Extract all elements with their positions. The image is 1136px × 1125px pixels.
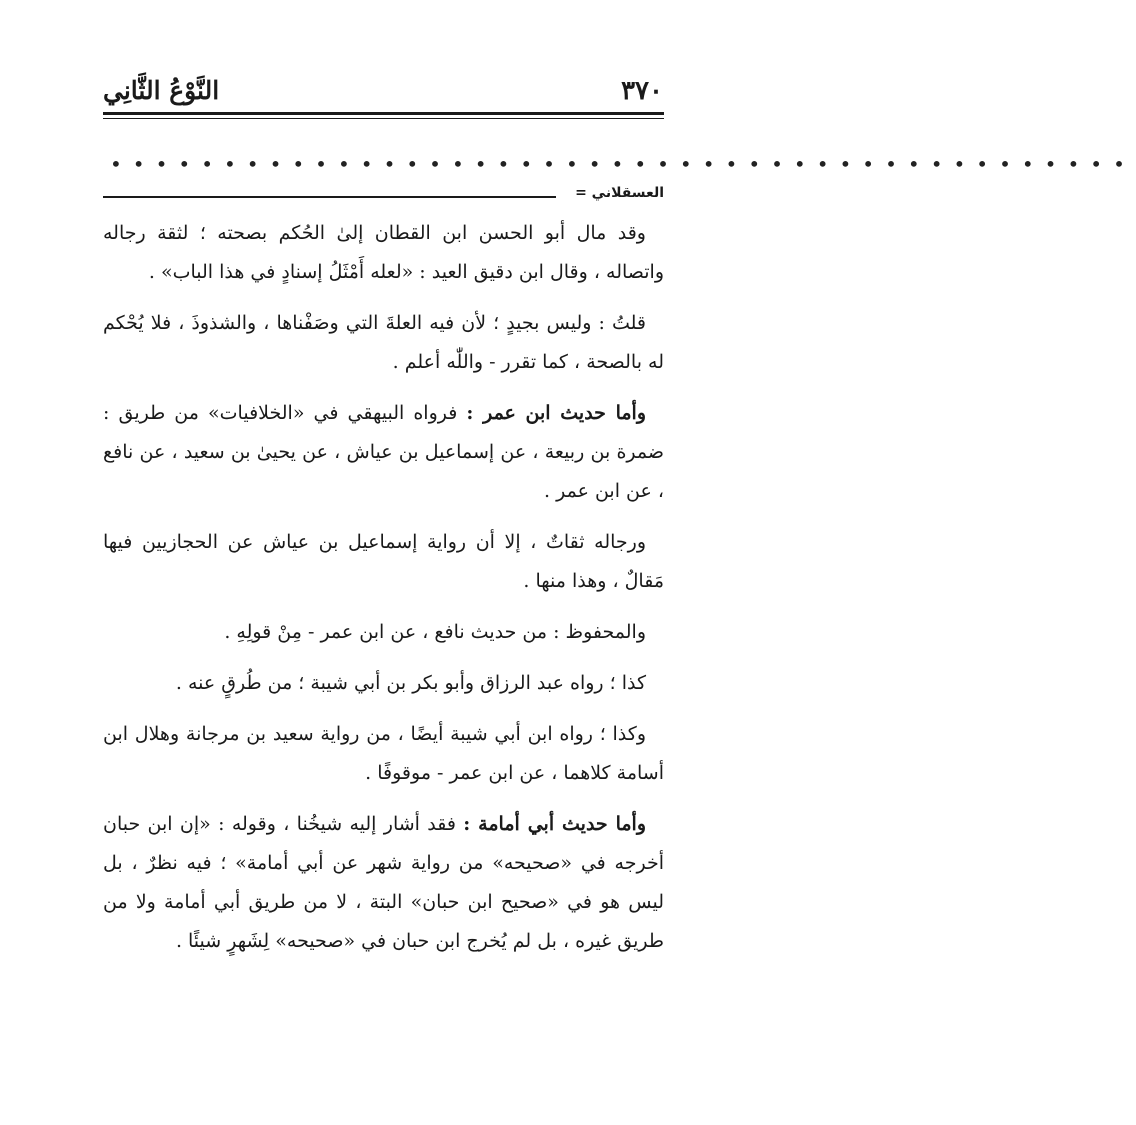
header-rule-thin xyxy=(103,118,664,119)
page-header xyxy=(103,70,663,110)
paragraph xyxy=(103,715,664,793)
running-title: النَّوْعُ الثَّانِي xyxy=(103,76,220,105)
paragraph xyxy=(103,394,664,511)
paragraph-text: والمحفوظ : من حديث نافع ، عن ابن عمر - مِنْ قولِهِ . xyxy=(224,621,646,643)
paragraph-text: فقد أشار إليه شيخُنا ، وقوله : «إن ابن حبان أخرجه في «صحيحه» من رواية شهر عن أبي أمامة» ؛ فيه نظرٌ ، بل ليس هو في «صحيح ابن حبان» البتة ، لا من طريق أبي أمامة ولا من طريق غيره ، بل لم يُخرج ابن حبان في «صحيحه» لِشَهرٍ شيئًا . xyxy=(103,813,664,952)
paragraph xyxy=(103,664,664,703)
paragraph-lead: وأما حديث ابن عمر : xyxy=(466,402,646,424)
paragraph-text: ورجاله ثقاتٌ ، إلا أن رواية إسماعيل بن عياش عن الحجازيين فيها مَقالٌ ، وهذا منها . xyxy=(103,531,664,592)
paragraph-text: وكذا ؛ رواه ابن أبي شيبة أيضًا ، من رواية سعيد بن مرجانة وهلال ابن أسامة كلاهما ، عن ابن عمر - موقوفًا . xyxy=(103,723,664,784)
paragraph xyxy=(103,613,664,652)
paragraph xyxy=(103,304,664,382)
paragraph-text: وقد مال أبو الحسن ابن القطان إلىٰ الحُكم بصحته ؛ لثقة رجاله واتصاله ، وقال ابن دقيق العيد : «لعله أَمْثَلُ إسنادٍ في هذا الباب» . xyxy=(103,222,664,283)
header-rule-thick xyxy=(103,112,664,115)
body-text xyxy=(103,214,664,973)
section-rule xyxy=(103,196,556,198)
paragraph-lead: وأما حديث أبي أمامة : xyxy=(463,813,646,835)
page-number: ٣٧٠ xyxy=(621,76,663,106)
paragraph-text: كذا ؛ رواه عبد الرزاق وأبو بكر بن أبي شيبة ؛ من طُرقٍ عنه . xyxy=(175,672,646,694)
section-label: العسقلاني = xyxy=(575,185,664,201)
paragraph-text: قلتُ : وليس بجيدٍ ؛ لأن فيه العلةَ التي وصَفْناها ، والشذوذَ ، فلا يُحْكم له بالصحة ، كما تقرر - واللّٰه أعلم . xyxy=(103,312,664,373)
section-marker xyxy=(103,184,664,214)
paragraph xyxy=(103,805,664,961)
omission-dots: ••••••••••••••••••••••••••••••••••••••••••••• xyxy=(110,152,1136,176)
paragraph xyxy=(103,214,664,292)
paragraph xyxy=(103,523,664,601)
paragraph-text: فرواه البيهقي في «الخلافيات» من طريق : ضمرة بن ربيعة ، عن إسماعيل بن عياش ، عن يحيىٰ بن سعيد ، عن نافع ، عن ابن عمر . xyxy=(103,402,664,502)
